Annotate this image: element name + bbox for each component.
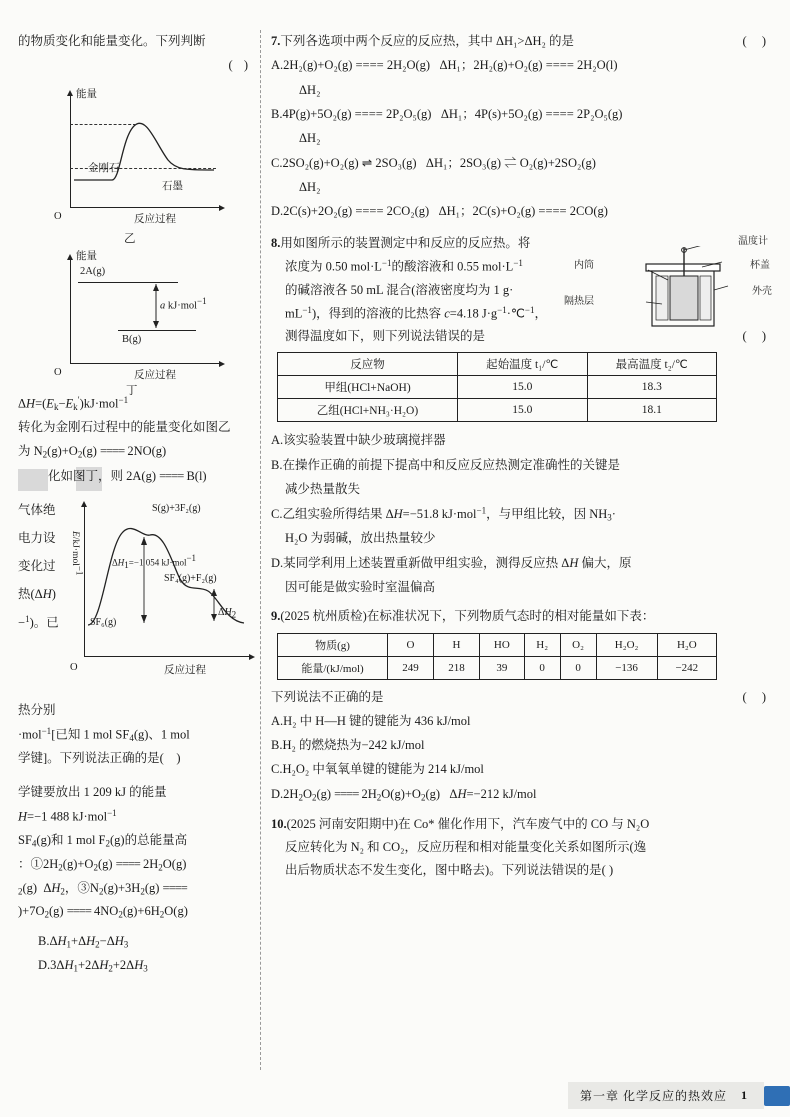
graphite-label: 石墨 bbox=[162, 180, 183, 192]
question-8-table bbox=[277, 352, 717, 422]
table-row bbox=[278, 376, 717, 399]
question-7-option-d bbox=[271, 199, 772, 223]
y-axis-label: 能量 bbox=[76, 88, 97, 100]
cell-group-b-name: 乙组(HCl+NH₃·H₂O) bbox=[278, 399, 458, 422]
left-fragment-3: 变化过 bbox=[18, 559, 56, 574]
table-row bbox=[278, 656, 717, 679]
cell-energy-ho: 39 bbox=[480, 656, 525, 679]
left-line-1: 的物质变化和能量变化。下列判断 bbox=[18, 34, 206, 48]
left-fragment-11: $SF_4(g)$和 1 mol $F_2(g)$的总能量高 bbox=[18, 833, 188, 849]
header-h2o: H₂O bbox=[657, 633, 716, 656]
header-h2o2: H₂O₂ bbox=[596, 633, 657, 656]
question-8-option-a: A.该实验装置中缺少玻璃搅拌器 bbox=[271, 433, 446, 448]
question-10-text-1: (2025 河南安阳期中)在 Co* 催化作用下，汽车废气中的 CO 与 N₂O bbox=[286, 816, 650, 831]
footer-chapter-label: 第一章 化学反应的热效应 bbox=[579, 1089, 727, 1103]
question-9-option-a: A.H₂ 中 H—H 键的键能为 436 kJ/mol bbox=[271, 713, 471, 728]
question-7-option-a bbox=[271, 53, 772, 77]
cell-group-a-t2: 18.3 bbox=[587, 376, 717, 399]
left-fragment-9: 学键要放出 1 209 kJ 的能量 bbox=[18, 785, 167, 799]
question-7-stem bbox=[271, 30, 772, 53]
question-7-option-a-tail: ΔH₂ bbox=[299, 82, 321, 97]
origin-label: O bbox=[70, 662, 78, 674]
question-10-line-3: 出后物质状态不发生变化，图中略去)。下列说法错误的是( ) bbox=[285, 862, 614, 877]
inner-cup-label: 内筒 bbox=[574, 259, 594, 271]
cell-group-a-t1: 15.0 bbox=[458, 376, 588, 399]
question-9-option-d: $D.2H_2O_2(g)$ ==== $2H_2O(g)+O_2(g)$ ΔH=−212 kJ/mol bbox=[271, 786, 537, 803]
cell-energy-o2: 0 bbox=[560, 656, 596, 679]
figure-sf6 bbox=[68, 497, 258, 687]
left-fragment-5: −$^1$)。已 bbox=[18, 614, 59, 630]
outer-shell-label: 外壳 bbox=[752, 285, 772, 297]
diamond-label: 金刚石 bbox=[88, 162, 120, 174]
figure-ding bbox=[54, 246, 236, 397]
question-8-option-d-cont: 因可能是做实验时室温偏高 bbox=[285, 580, 436, 595]
left-fragment-8: 学键]。下列说法正确的是( ) bbox=[18, 751, 181, 766]
cell-energy-h2o2: −136 bbox=[596, 656, 657, 679]
cell-group-b-t2: 18.1 bbox=[587, 399, 717, 422]
table-header-row bbox=[278, 353, 717, 376]
peak-dashed-line bbox=[70, 124, 136, 125]
option-a-mid: ΔH₁；2H₂(g)+O₂(g) ==== 2H₂O(l) bbox=[439, 58, 618, 73]
option-b-label: B. bbox=[271, 106, 283, 121]
delta-h1-label: ΔH1=−1 054 kJ·mol−1 bbox=[112, 553, 197, 570]
calorimeter-drawing bbox=[618, 246, 768, 356]
page-number: 1 bbox=[741, 1088, 748, 1102]
question-8-option-b-cont: 减少热量散失 bbox=[285, 482, 361, 497]
question-9 bbox=[271, 605, 772, 806]
cell-energy-h: 218 bbox=[434, 656, 480, 679]
insulation-label: 隔热层 bbox=[564, 295, 594, 307]
delta-h2-label: ΔH2 bbox=[218, 607, 237, 620]
x-axis-label: 反应过程 bbox=[164, 665, 206, 677]
header-max-temp: 最高温度 t₂/℃ bbox=[587, 353, 717, 376]
cell-energy-o: 249 bbox=[388, 656, 434, 679]
y-axis-label: 能量 bbox=[76, 250, 97, 262]
column-divider bbox=[260, 30, 261, 1070]
option-d-label: D. bbox=[271, 204, 284, 219]
right-column bbox=[271, 30, 772, 1070]
question-9-text: (2025 杭州质检)在标准状况下，下列物质气态时的相对能量如下表： bbox=[280, 609, 655, 624]
question-10-number: 10. bbox=[271, 816, 287, 831]
question-7 bbox=[271, 30, 772, 224]
cell-group-b-t1: 15.0 bbox=[458, 399, 588, 422]
lid-label: 杯盖 bbox=[750, 259, 770, 271]
left-line-3: 为 $N_2(g)+O_2(g)$ ==== 2NO(g) bbox=[18, 443, 167, 459]
delta-arrow-icon bbox=[56, 246, 236, 386]
question-7-option-b bbox=[271, 102, 772, 126]
header-substance: 物质(g) bbox=[278, 633, 388, 656]
header-o2: O₂ bbox=[560, 633, 596, 656]
question-7-option-c-tail: ΔH₂ bbox=[299, 180, 321, 194]
product-label: SF₆(g) bbox=[90, 617, 117, 629]
question-8-text-5: 测得温度如下，则下列说法错误的是 bbox=[285, 329, 486, 344]
question-8-text-1: 用如图所示的装置测定中和反应的反应热。将 bbox=[280, 235, 531, 250]
question-8-stem-line-1 bbox=[271, 232, 601, 255]
option-c-left: 2SO₂(g)+O₂(g) ⇌ 2SO₃(g) bbox=[282, 155, 417, 170]
option-a-label: A. bbox=[271, 58, 284, 73]
question-9-option-c: C.H₂O₂ 中氧氧单键的键能为 214 kJ/mol bbox=[271, 762, 484, 777]
left-fragment-13: $_2$(g) $\Delta H_2$，$③N_2(g)+3H_2(g)$ ==== bbox=[18, 880, 187, 896]
question-9-sub-text: 下列说法不正确的是 bbox=[271, 689, 384, 704]
header-reactant: 反应物 bbox=[278, 353, 458, 376]
option-b-left: 4P(g)+5O₂(g) ==== 2P₂O₅(g) bbox=[282, 106, 432, 121]
question-7-answer-paren: ( ) bbox=[742, 34, 772, 48]
question-10 bbox=[271, 813, 772, 882]
cell-group-a-name: 甲组(HCl+NaOH) bbox=[278, 376, 458, 399]
footer-chapter-band bbox=[568, 1082, 764, 1109]
calorimeter-figure bbox=[564, 234, 772, 344]
option-c-label: C. bbox=[271, 155, 283, 170]
page-tab-marker bbox=[764, 1086, 790, 1106]
question-8-stem-line-4: $mL^{-1}$)，得到的溶液的比热容 c=4.18 $J\cdot g^{-1}\cdot℃^{-1}$， bbox=[285, 304, 547, 321]
two-column-layout bbox=[18, 30, 772, 1070]
left-fragment-4: 热(ΔH) bbox=[18, 587, 56, 602]
cell-energy-h2: 0 bbox=[524, 656, 560, 679]
intermediate-label: SF₄(g)+F₂(g) bbox=[164, 573, 217, 585]
figure-sf6-region bbox=[18, 493, 252, 693]
option-c-mid: ΔH₁；2SO₃(g) ⇌ O₂(g)+2SO₂(g) bbox=[425, 155, 596, 170]
question-7-text: 下列各选项中两个反应的反应热，其中 ΔH₁>ΔH₂ 的是 bbox=[280, 34, 575, 48]
question-9-number: 9. bbox=[271, 609, 281, 624]
question-9-answer-paren: ( ) bbox=[742, 689, 772, 704]
page-footer bbox=[0, 1082, 790, 1109]
left-fragment-1: 气体绝 bbox=[18, 503, 56, 518]
left-option-b: $B.\Delta H_1+\Delta H_2-\Delta H_3$ bbox=[38, 934, 129, 950]
origin-label: O bbox=[54, 366, 62, 378]
question-8-option-b: B.在操作正确的前提下提高中和反应反应热测定准确性的关键是 bbox=[271, 457, 620, 472]
question-8-answer-paren: ( ) bbox=[742, 329, 772, 344]
left-delta-h-line: $\Delta H=(E_k-E_k')kJ\cdot mol^{-1}$ bbox=[18, 394, 129, 412]
question-8-option-c: C.乙组实验所得结果 ΔH=−51.8 kJ·mol$^{-1}$，与甲组比较，因 $NH_3\cdot$ bbox=[271, 505, 616, 522]
option-a-left: 2H₂(g)+O₂(g) ==== 2H₂O(g) bbox=[283, 58, 431, 73]
question-8-option-c-cont: H₂O 为弱碱，放出热量较少 bbox=[285, 531, 436, 546]
cell-energy-h2o: −242 bbox=[657, 656, 716, 679]
header-o: O bbox=[388, 633, 434, 656]
option-d-mid: ΔH₁；2C(s)+O₂(g) ==== 2CO(g) bbox=[438, 204, 608, 219]
left-column bbox=[18, 30, 260, 1070]
question-7-option-c bbox=[271, 151, 772, 175]
delta-label: a kJ·mol−1 bbox=[160, 295, 207, 311]
left-line-4: 化如图丁，则 2A(g) ==== B(l) bbox=[48, 469, 207, 484]
thermometer-label: 温度计 bbox=[738, 235, 768, 247]
product-label: B(g) bbox=[122, 333, 142, 345]
left-fragment-12: ：$①2H_2(g)+O_2(g)$ ==== $2H_2O(g)$ bbox=[18, 856, 187, 872]
figure-yi-caption: 乙 bbox=[124, 232, 136, 245]
cell-row-label: 能量/(kJ/mol) bbox=[278, 656, 388, 679]
header-h: H bbox=[434, 633, 480, 656]
reactant-label: S(g)+3F₂(g) bbox=[152, 503, 201, 515]
header-h2: H₂ bbox=[524, 633, 560, 656]
figure-yi bbox=[54, 82, 236, 245]
left-fragment-10: H=−1 488 kJ·mol$^{-1}$ bbox=[18, 807, 117, 824]
left-fragment-2: 电力设 bbox=[18, 531, 56, 546]
question-9-table bbox=[277, 633, 717, 680]
reactant-label: 2A(g) bbox=[80, 265, 106, 277]
question-10-line-2: 反应转化为 N₂ 和 CO₂，反应历程和相对能量变化关系如图所示(逸 bbox=[285, 839, 647, 854]
left-paren-1: ( ) bbox=[228, 57, 252, 72]
question-7-number: 7. bbox=[271, 34, 281, 48]
question-10-line-1 bbox=[271, 813, 772, 836]
header-initial-temp: 起始温度 t₁/℃ bbox=[458, 353, 588, 376]
left-option-d: $D.3\Delta H_1+2\Delta H_2+2\Delta H_3$ bbox=[38, 957, 148, 973]
origin-label: O bbox=[54, 210, 62, 222]
left-fragment-6: 热分别 bbox=[18, 703, 56, 718]
question-8-option-d: D.某同学利用上述装置重新做甲组实验，测得反应热 ΔH 偏大，原 bbox=[271, 555, 632, 570]
x-axis-label: 反应过程 bbox=[134, 369, 176, 381]
table-row bbox=[278, 399, 717, 422]
x-axis-label: 反应过程 bbox=[134, 213, 176, 225]
question-7-option-b-tail: ΔH₂ bbox=[299, 131, 321, 146]
y-axis-label: E/kJ·mol−1 bbox=[70, 531, 85, 576]
option-b-mid: ΔH₁；4P(s)+5O₂(g) ==== 2P₂O₅(g) bbox=[440, 106, 623, 121]
figure-ding-caption: 丁 bbox=[126, 384, 138, 397]
left-fragment-14: )$+7O_2(g)$ ==== $4NO_2(g)+6H_2O(g)$ bbox=[18, 904, 188, 920]
option-d-left: 2C(s)+2O₂(g) ==== 2CO₂(g) bbox=[283, 204, 430, 219]
left-line-2: 转化为金刚石过程中的能量变化如图乙 bbox=[18, 419, 231, 434]
question-8 bbox=[271, 232, 772, 600]
question-8-number: 8. bbox=[271, 235, 281, 250]
question-9-option-b: B.H₂ 的燃烧热为−242 kJ/mol bbox=[271, 738, 425, 753]
question-9-sub-stem bbox=[271, 686, 772, 709]
left-fragment-7: ·mol$^{-1}$[已知 1 mol $SF_4(g)$、1 mol bbox=[18, 726, 190, 743]
energy-curve bbox=[56, 82, 236, 232]
question-9-stem bbox=[271, 605, 772, 628]
header-ho: HO bbox=[480, 633, 525, 656]
question-8-stem-line-3: 的碱溶液各 50 mL 混合(溶液密度均为 1 g· bbox=[285, 282, 514, 297]
reaction-path-curve bbox=[68, 497, 258, 687]
question-8-stem-line-2: 浓度为 0.50 $mol\cdot L^{-1}$的酸溶液和 0.55 $mol\cdot L^{-1}$ bbox=[285, 257, 523, 274]
table-header-row bbox=[278, 633, 717, 656]
